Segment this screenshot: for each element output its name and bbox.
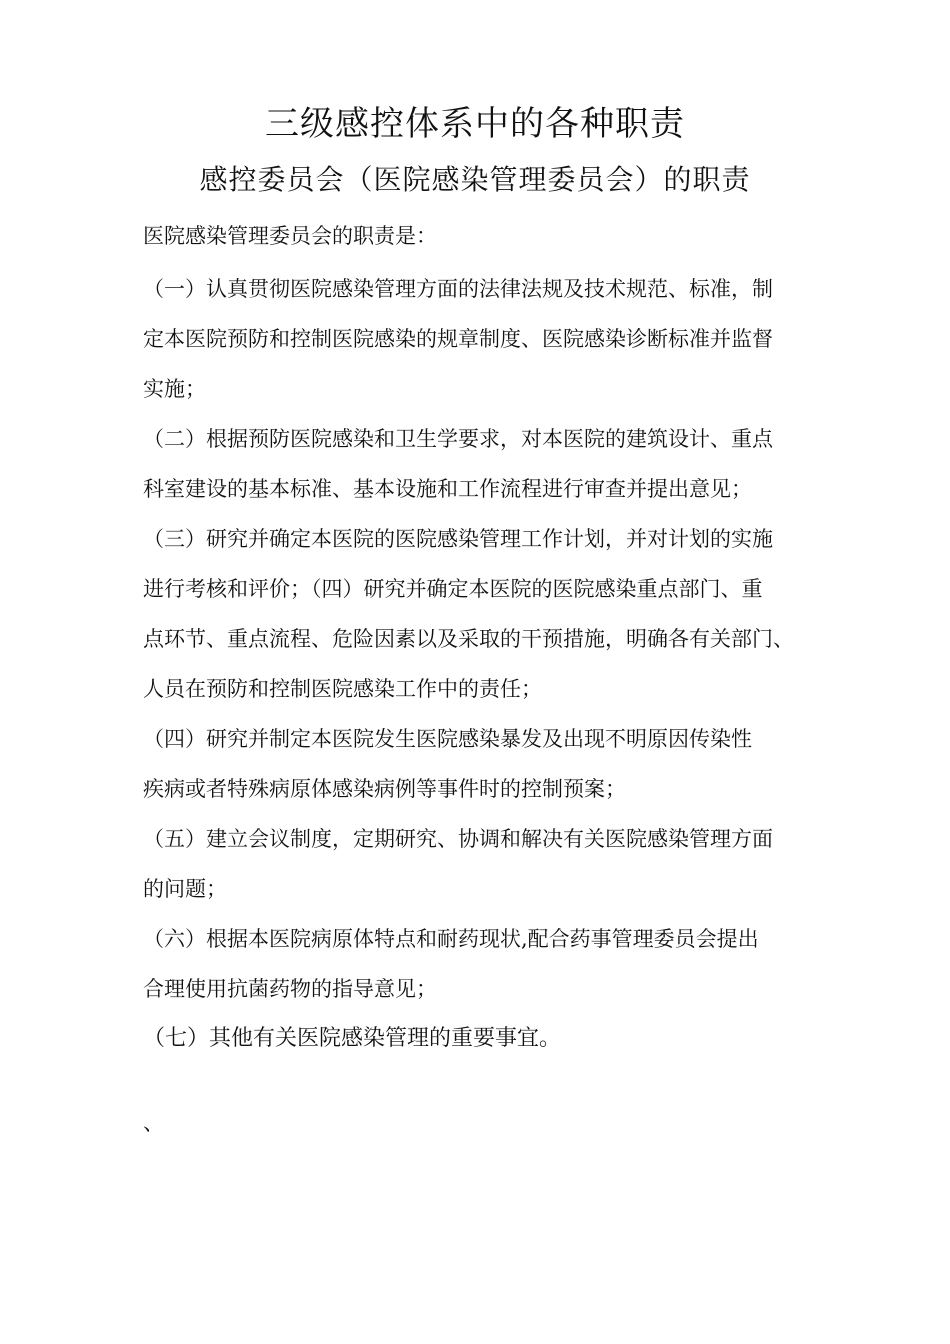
- text-line: （二）根据预防医院感染和卫生学要求，对本医院的建筑设计、重点: [143, 427, 773, 451]
- document-title: 三级感控体系中的各种职责: [265, 104, 685, 144]
- text-line: 实施；: [143, 377, 206, 401]
- text-line: （六）根据本医院病原体特点和耐药现状,配合药事管理委员会提出: [143, 927, 759, 951]
- duties-body: [143, 264, 813, 1064]
- text-line: （七）其他有关医院感染管理的重要事宜。: [143, 1026, 562, 1051]
- trailing-mark: 、: [143, 1111, 164, 1135]
- text-line: 的问题；: [143, 877, 227, 901]
- text-line: （五）建立会议制度，定期研究、协调和解决有关医院感染管理方面: [143, 827, 773, 851]
- text-line: 定本医院预防和控制医院感染的规章制度、医院感染诊断标准并监督: [143, 327, 773, 351]
- text-line: （一）认真贯彻医院感染管理方面的法律法规及技术规范、标准，制: [143, 277, 773, 301]
- text-line: 合理使用抗菌药物的指导意见；: [143, 977, 437, 1001]
- text-line: （三）研究并确定本医院的医院感染管理工作计划，并对计划的实施: [143, 527, 773, 551]
- text-line: 点环节、重点流程、危险因素以及采取的干预措施，明确各有关部门、: [143, 627, 794, 651]
- intro-text: 医院感染管理委员会的职责是：: [143, 224, 437, 248]
- text-line: 人员在预防和控制医院感染工作中的责任；: [143, 677, 542, 701]
- text-line: 疾病或者特殊病原体感染病例等事件时的控制预案；: [143, 777, 626, 801]
- text-line: 进行考核和评价；（四）研究并确定本医院的医院感染重点部门、重: [143, 577, 763, 601]
- text-line: 科室建设的基本标准、基本设施和工作流程进行审查并提出意见；: [143, 477, 752, 501]
- document-subtitle: 感控委员会（医院感染管理委员会）的职责: [199, 163, 751, 196]
- text-line: （四）研究并制定本医院发生医院感染暴发及出现不明原因传染性: [143, 727, 752, 751]
- duty-paragraph: [143, 264, 813, 1064]
